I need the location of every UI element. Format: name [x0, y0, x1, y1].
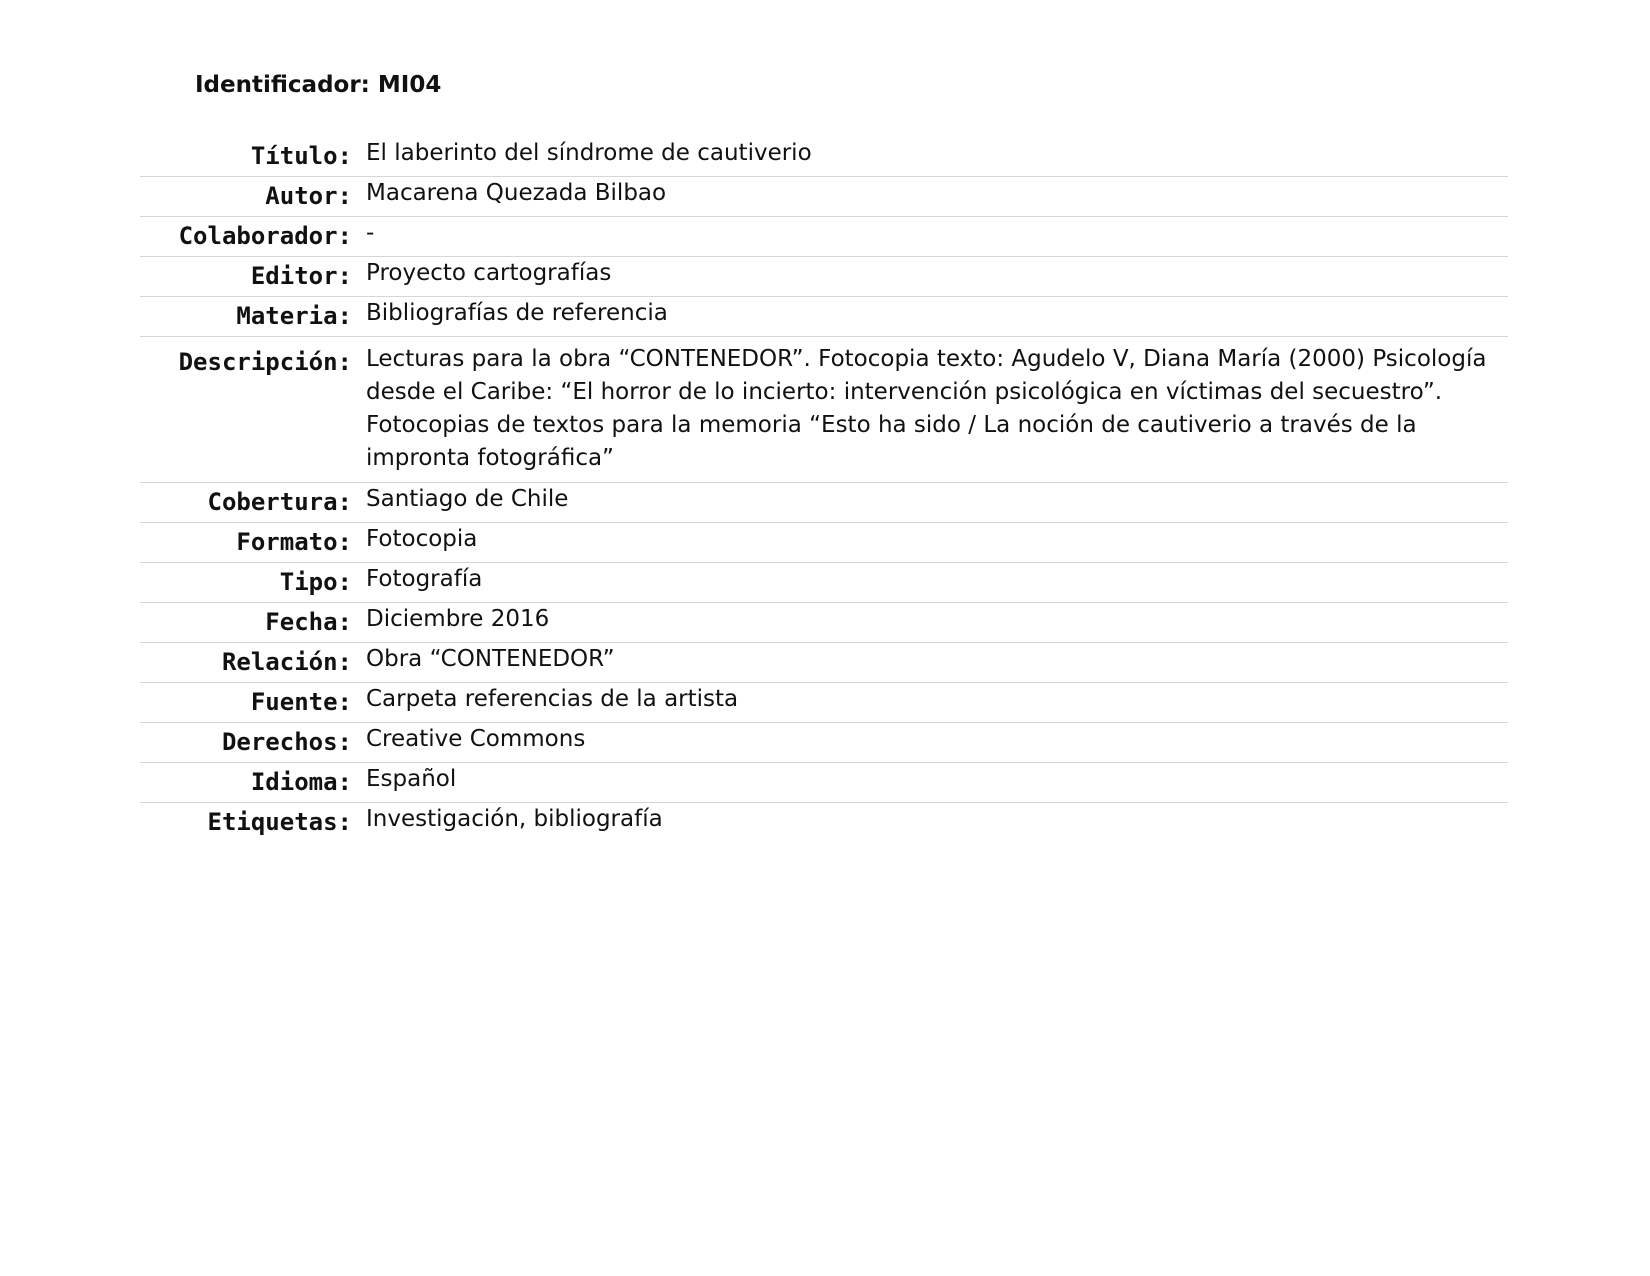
- field-label: Descripción:: [178, 348, 352, 376]
- field-label: Título:: [250, 142, 352, 170]
- field-row-derechos: [140, 723, 1508, 763]
- field-value: El laberinto del síndrome de cautiverio: [366, 140, 812, 166]
- field-value: Creative Commons: [366, 726, 586, 752]
- field-row-relacion: [140, 643, 1508, 683]
- field-row-idioma: [140, 763, 1508, 803]
- field-row-materia: [140, 297, 1508, 337]
- field-label: Relación:: [221, 648, 352, 676]
- field-value: Santiago de Chile: [366, 486, 569, 512]
- field-label: Etiquetas:: [207, 808, 352, 836]
- field-row-tipo: [140, 563, 1508, 603]
- field-row-autor: [140, 177, 1508, 217]
- field-row-fecha: [140, 603, 1508, 643]
- field-label: Materia:: [236, 302, 352, 330]
- field-label: Colaborador:: [178, 222, 352, 250]
- field-label: Derechos:: [221, 728, 352, 756]
- field-row-colaborador: [140, 217, 1508, 257]
- field-value: Carpeta referencias de la artista: [366, 686, 739, 712]
- field-value: Bibliografías de referencia: [366, 300, 668, 326]
- field-row-descripcion: [140, 337, 1508, 483]
- record-identifier: Identificador: MI04: [195, 72, 442, 98]
- field-value: Diciembre 2016: [366, 606, 550, 632]
- field-label: Autor:: [265, 182, 352, 210]
- field-row-cobertura: [140, 483, 1508, 523]
- field-label: Idioma:: [250, 768, 352, 796]
- field-row-etiquetas: [140, 803, 1508, 843]
- metadata-table: [140, 137, 1508, 843]
- field-row-editor: [140, 257, 1508, 297]
- field-label: Editor:: [250, 262, 352, 290]
- field-value: Macarena Quezada Bilbao: [366, 180, 667, 206]
- field-value: Fotografía: [366, 566, 483, 592]
- field-row-fuente: [140, 683, 1508, 723]
- field-label: Fecha:: [265, 608, 352, 636]
- field-value: Lecturas para la obra “CONTENEDOR”. Fotocopia texto: Agudelo V, Diana María (2000) Psicología desde el Caribe: “El horror de lo incierto: intervención psicológica en víctimas del secuestro”. Fotocopias de textos para la memoria “Esto ha sido / La noción de cautiverio a través de la impronta fotográfica”: [366, 346, 1487, 471]
- field-label: Fuente:: [250, 688, 352, 716]
- field-label: Formato:: [236, 528, 352, 556]
- field-row-formato: [140, 523, 1508, 563]
- field-label: Tipo:: [279, 568, 352, 596]
- field-value: Fotocopia: [366, 526, 478, 552]
- field-value: Proyecto cartografías: [366, 260, 612, 286]
- field-value: Español: [366, 766, 457, 792]
- field-value: -: [366, 220, 375, 246]
- field-value: Obra “CONTENEDOR”: [366, 646, 615, 672]
- field-label: Cobertura:: [207, 488, 352, 516]
- field-value: Investigación, bibliografía: [366, 806, 663, 832]
- field-row-titulo: [140, 137, 1508, 177]
